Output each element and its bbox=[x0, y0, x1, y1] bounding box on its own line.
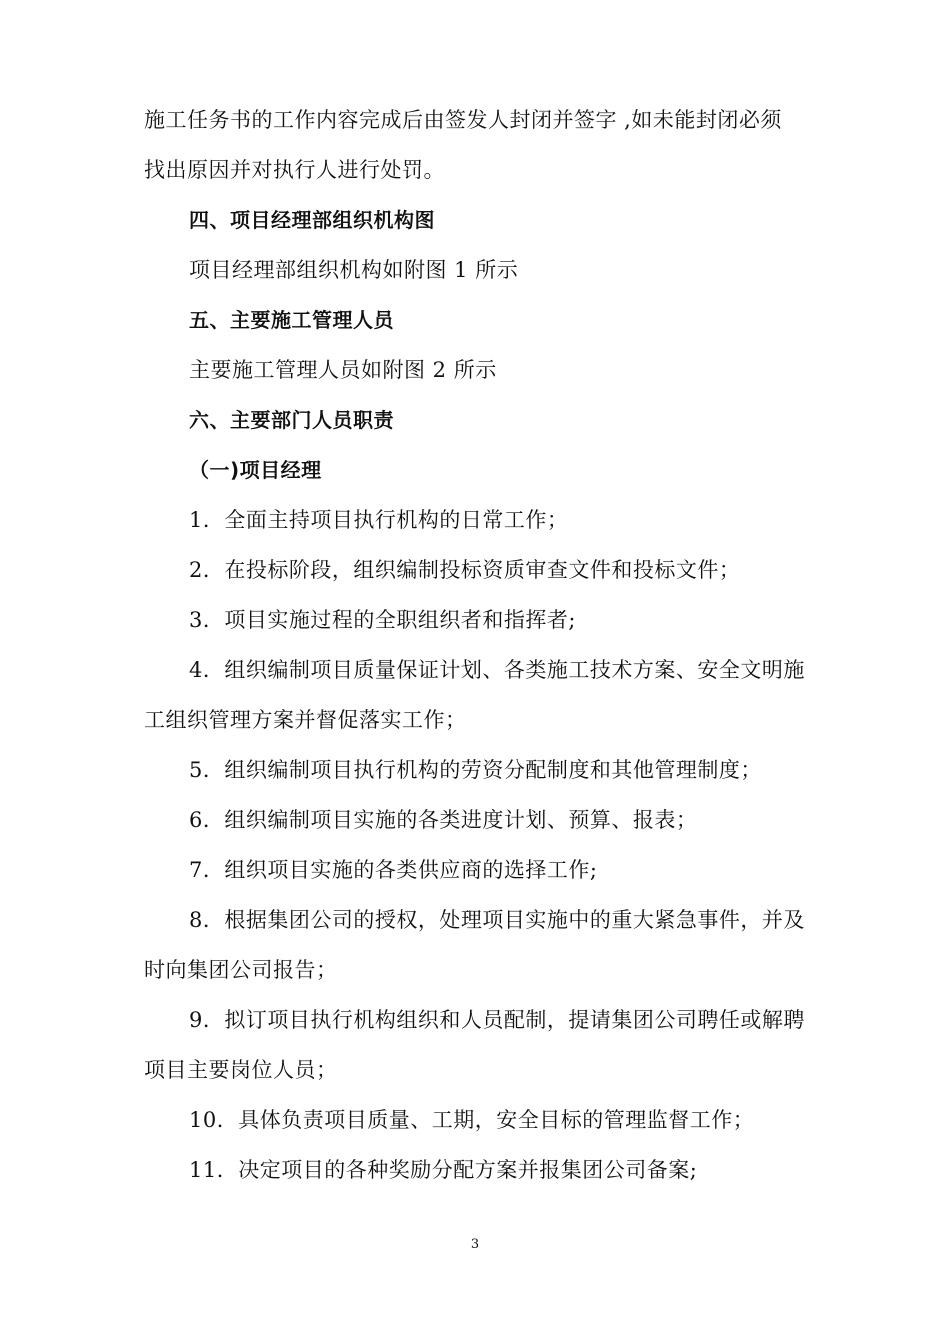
paragraph-line: 项目经理部组织机构如附图 1 所示 bbox=[189, 258, 519, 282]
page-number: 3 bbox=[470, 1237, 480, 1252]
section-heading: 四、项目经理部组织机构图 bbox=[189, 208, 435, 232]
section-heading: 五、主要施工管理人员 bbox=[189, 308, 394, 332]
list-item: 6．组织编制项目实施的各类进度计划、预算、报表； bbox=[189, 808, 698, 832]
paragraph-line: 找出原因并对执行人进行处罚。 bbox=[144, 158, 445, 182]
list-item: 5．组织编制项目执行机构的劳资分配制度和其他管理制度； bbox=[189, 758, 762, 782]
list-item-continuation: 项目主要岗位人员； bbox=[144, 1058, 338, 1082]
list-item: 7．组织项目实施的各类供应商的选择工作; bbox=[189, 858, 598, 882]
list-item: 4．组织编制项目质量保证计划、各类施工技术方案、安全文明施 bbox=[189, 658, 805, 682]
list-item: 8．根据集团公司的授权，处理项目实施中的重大紧急事件，并及 bbox=[189, 908, 805, 932]
paragraph-line: 主要施工管理人员如附图 2 所示 bbox=[189, 358, 497, 382]
list-item-continuation: 时向集团公司报告； bbox=[144, 958, 338, 982]
list-item: 9．拟订项目执行机构组织和人员配制，提请集团公司聘任或解聘 bbox=[189, 1008, 805, 1032]
list-item-continuation: 工组织管理方案并督促落实工作； bbox=[144, 708, 467, 732]
list-item: 10．具体负责项目质量、工期，安全目标的管理监督工作； bbox=[189, 1108, 755, 1132]
list-item: 3．项目实施过程的全职组织者和指挥者; bbox=[189, 608, 576, 632]
subsection-heading: （一)项目经理 bbox=[189, 458, 322, 482]
list-item: 2．在投标阶段，组织编制投标资质审查文件和投标文件； bbox=[189, 558, 741, 582]
paragraph-line: 施工任务书的工作内容完成后由签发人封闭并签字 ,如未能封闭必须 bbox=[144, 108, 782, 132]
list-item: 11．决定项目的各种奖励分配方案并报集团公司备案; bbox=[189, 1158, 698, 1182]
list-item: 1．全面主持项目执行机构的日常工作； bbox=[189, 508, 569, 532]
section-heading: 六、主要部门人员职责 bbox=[189, 408, 394, 432]
